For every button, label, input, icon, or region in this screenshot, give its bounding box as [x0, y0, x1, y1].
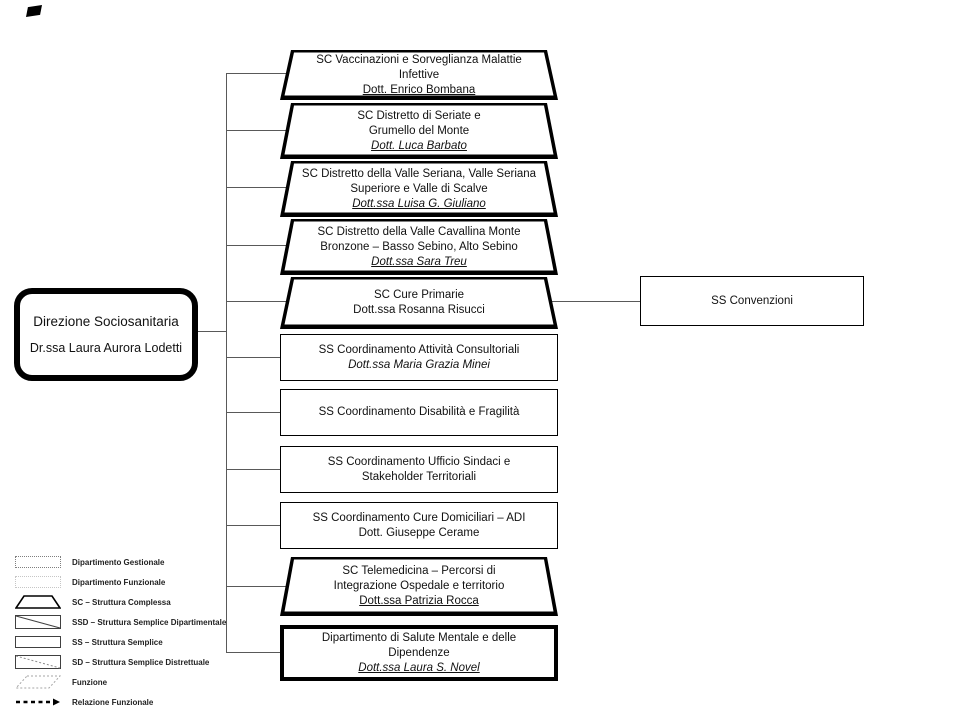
- corner-mark-icon: [26, 5, 42, 17]
- box-title: SS Coordinamento Cure Domiciliari – ADI: [312, 511, 526, 524]
- dashed-parallelogram-icon: [15, 675, 61, 689]
- rectangle-dotted-diagonal-icon: [15, 655, 61, 669]
- legend-row: [15, 572, 226, 592]
- box-sc-distretto-valle-seriana: [280, 161, 558, 217]
- legend-label: SS – Struttura Semplice: [72, 637, 163, 647]
- legend-label: Dipartimento Gestionale: [72, 557, 165, 567]
- box-title: SS Coordinamento Disabilità e Fragilità: [318, 406, 520, 418]
- legend-label: Funzione: [72, 677, 108, 687]
- legend: [15, 552, 226, 712]
- box-sc-vaccinazioni: [280, 50, 558, 100]
- trapezoid-icon: [15, 595, 61, 609]
- legend-label: SC – Struttura Complessa: [72, 597, 171, 607]
- legend-row: [15, 612, 226, 632]
- box-ss-convenzioni: [640, 276, 864, 326]
- box-title: Dipartimento di Salute Mentale e delle Dipendenze: [321, 631, 517, 659]
- box-title: SS Convenzioni: [711, 295, 793, 307]
- rectangle-icon: [15, 635, 61, 649]
- box-title: SC Cure Primarie: [373, 289, 465, 301]
- box-person: Dott.ssa Sara Treu: [371, 255, 467, 268]
- legend-row: [15, 692, 226, 712]
- box-person: Dott.ssa Laura S. Novel: [358, 661, 480, 674]
- box-sc-cure-primarie: [280, 277, 558, 329]
- box-ss-disabilita-fragilita: [280, 389, 558, 436]
- legend-label: Relazione Funzionale: [72, 697, 154, 707]
- legend-row: [15, 632, 226, 652]
- box-title: SC Telemedicina – Percorsi di Integrazione Ospedale e territorio: [333, 565, 505, 592]
- box-sc-distretto-seriate: [280, 103, 558, 159]
- light-dotted-rectangle-icon: [15, 575, 61, 589]
- box-title: SC Distretto di Seriate e Grumello del Monte: [357, 109, 481, 137]
- root-director-name: Dr.ssa Laura Aurora Lodetti: [29, 340, 183, 355]
- box-ss-cure-domiciliari: [280, 502, 558, 549]
- root-title: Direzione Sociosanitaria: [33, 313, 179, 329]
- box-person: Dott.ssa Rosanna Risucci: [353, 304, 485, 316]
- dashed-arrow-line-icon: [15, 695, 61, 709]
- box-person: Dott. Giuseppe Cerame: [358, 526, 480, 539]
- legend-label: SD – Struttura Semplice Distrettuale: [72, 657, 210, 667]
- box-title: SC Distretto della Valle Seriana, Valle Seriana Superiore e Valle di Scalve: [301, 167, 537, 195]
- box-person: Dott.ssa Maria Grazia Minei: [348, 358, 490, 371]
- box-person: Dott.ssa Patrizia Rocca: [359, 595, 479, 607]
- box-title: SC Distretto della Valle Cavallina Monte Bronzone – Basso Sebino, Alto Sebino: [317, 225, 521, 253]
- legend-label: Dipartimento Funzionale: [72, 577, 166, 587]
- legend-row: [15, 652, 226, 672]
- rectangle-diagonal-icon: [15, 615, 61, 629]
- legend-row: [15, 552, 226, 572]
- box-ss-attivita-consultoriali: [280, 334, 558, 381]
- box-person: Dott. Luca Barbato: [371, 139, 467, 152]
- root-box-direzione-sociosanitaria: [14, 288, 198, 381]
- dotted-rectangle-icon: [15, 555, 61, 569]
- legend-row: [15, 592, 226, 612]
- legend-label: SSD – Struttura Semplice Dipartimentale: [72, 617, 227, 627]
- box-sc-distretto-valle-cavallina: [280, 219, 558, 275]
- root-connector: [198, 331, 227, 332]
- box-title: SC Vaccinazioni e Sorveglianza Malattie Infettive: [316, 53, 522, 81]
- box-title: SS Coordinamento Ufficio Sindaci e Stakeholder Territoriali: [327, 455, 511, 483]
- box-person: Dott.ssa Luisa G. Giuliano: [352, 197, 486, 210]
- legend-row: [15, 672, 226, 692]
- box-title: SS Coordinamento Attività Consultoriali: [318, 343, 520, 356]
- box-ss-ufficio-sindaci: [280, 446, 558, 493]
- box-person: Dott. Enrico Bombana: [362, 83, 476, 96]
- box-sc-telemedicina: [280, 557, 558, 616]
- box-dipartimento-salute-mentale: [280, 625, 558, 681]
